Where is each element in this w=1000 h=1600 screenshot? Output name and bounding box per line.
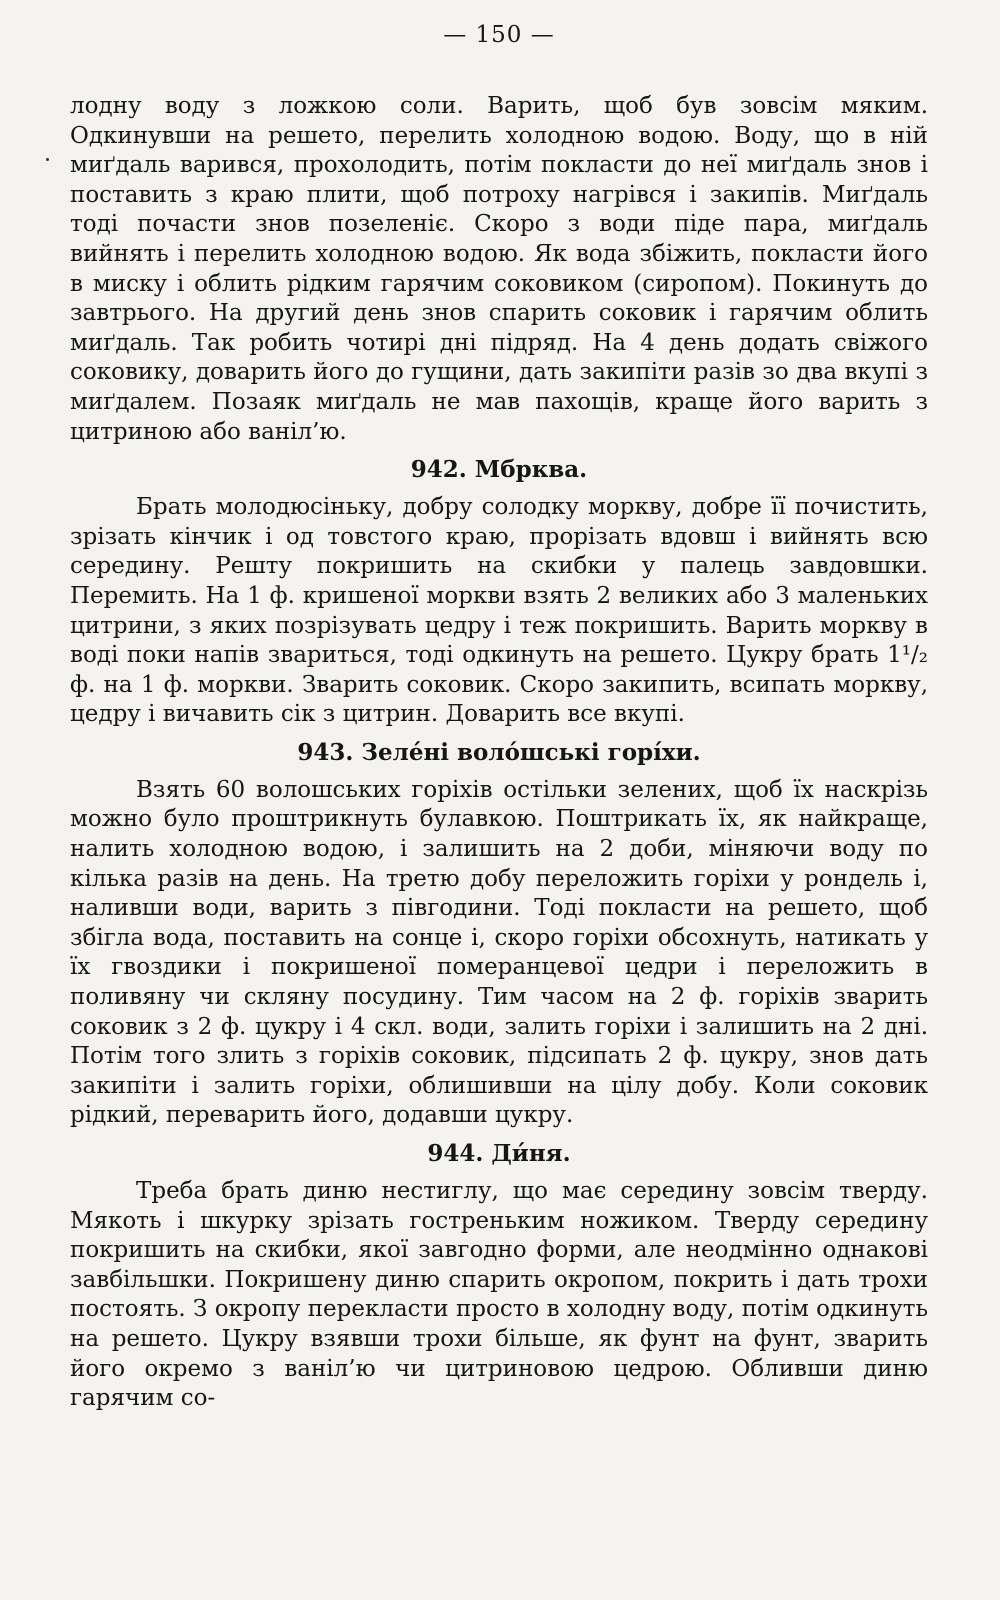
recipe-paragraph-942: Брать молодюсіньку, добру солодку моркву, добре її почистить, зрізать кінчик і од товстого краю, прорізать вдовш і вийнять всю середину. Решту покришить на скибки у палець завдовшки. Перемить. На 1 ф. кришеної моркви взять 2 великих або 3 маленьких цитрини, з яких позрізувать цедру і теж покришить. Варить моркву в воді поки напів звариться, тоді одкинуть на решето. Цукру брать 1¹/₂ ф. на 1 ф. моркви. Зварить соковик. Скоро закипить, всипать моркву, цедру і вичавить сік з цитрин. Доварить все вкупі.	[70, 494, 928, 728]
recipe-heading-944: 944. Ди́ня.	[427, 1140, 571, 1167]
recipe-paragraph-943: Взять 60 волошських горіхів остільки зелених, щоб їх наскрізь можно було проштрикнуть булавкою. Поштрикать їх, як найкраще, налить холодною водою, і залишить на 2 доби, міняючи воду по кілька разів на день. На третю добу переложить горіхи у рондель і, наливши води, варить з півгодини. Тоді покласти на решето, щоб збігла вода, поставить на сонце і, скоро горіхи обсохнуть, натикать у їх гвоздики і покришеної померанцевої цедри і переложить в поливяну чи скляну посудину. Тим часом на 2 ф. горіхів зварить соковик з 2 ф. цукру і 4 скл. води, залить горіхи і залишить на 2 дні. Потім того злить з горіхів соковик, підсипать 2 ф. цукру, знов дать закипіти і залить горіхи, облишивши на цілу добу. Коли соковик рідкий, переварить його, додавши цукру.	[70, 776, 928, 1129]
paper-speck	[46, 158, 49, 161]
continuation-paragraph: лодну воду з ложкою соли. Варить, щоб був зовсім мяким. Одкинувши на решето, перелить холодною водою. Воду, що в ній миґдаль варився, прохолодить, потім покласти до неї миґдаль знов і поставить з краю плити, щоб потроху нагрівся і закипів. Миґдаль тоді почасти знов позеленіє. Скоро з води піде пара, миґдаль вийнять і перелить холодною водою. Як вода збіжить, покласти його в миску і облить рідким гарячим соковиком (сиропом). Покинуть до завтрього. На другий день знов спарить соковик і гарячим облить миґдаль. Так робить чотирі дні підряд. На 4 день додать свіжого соковику, доварить його до гущини, дать закипіти разів зо два вкупі з миґдалем. Позаяк миґдаль не мав пахощів, краще його варить з цитриною або ваніл’ю.	[70, 93, 928, 445]
book-page	[70, 18, 928, 1414]
page-number: — 150 —	[443, 22, 555, 48]
recipe-paragraph-944: Треба брать диню нестиглу, що має середину зовсім тверду. Мякоть і шкурку зрізать гостреньким ножиком. Тверду середину покришить на скибки, якої завгодно форми, але неодмінно однакові завбільшки. Покришену диню спарить окропом, покрить і дать трохи постоять. З окропу перекласти просто в холодну воду, потім одкинуть на решето. Цукру взявши трохи більше, як фунт на фунт, зварить його окремо з ваніл’ю чи цитриновою цедрою. Обливши диню гарячим со-	[70, 1178, 928, 1412]
recipe-heading-942: 942. Мбрква.	[410, 456, 588, 484]
recipe-heading-943: 943. Зелéні волóшські горíхи.	[297, 738, 701, 766]
